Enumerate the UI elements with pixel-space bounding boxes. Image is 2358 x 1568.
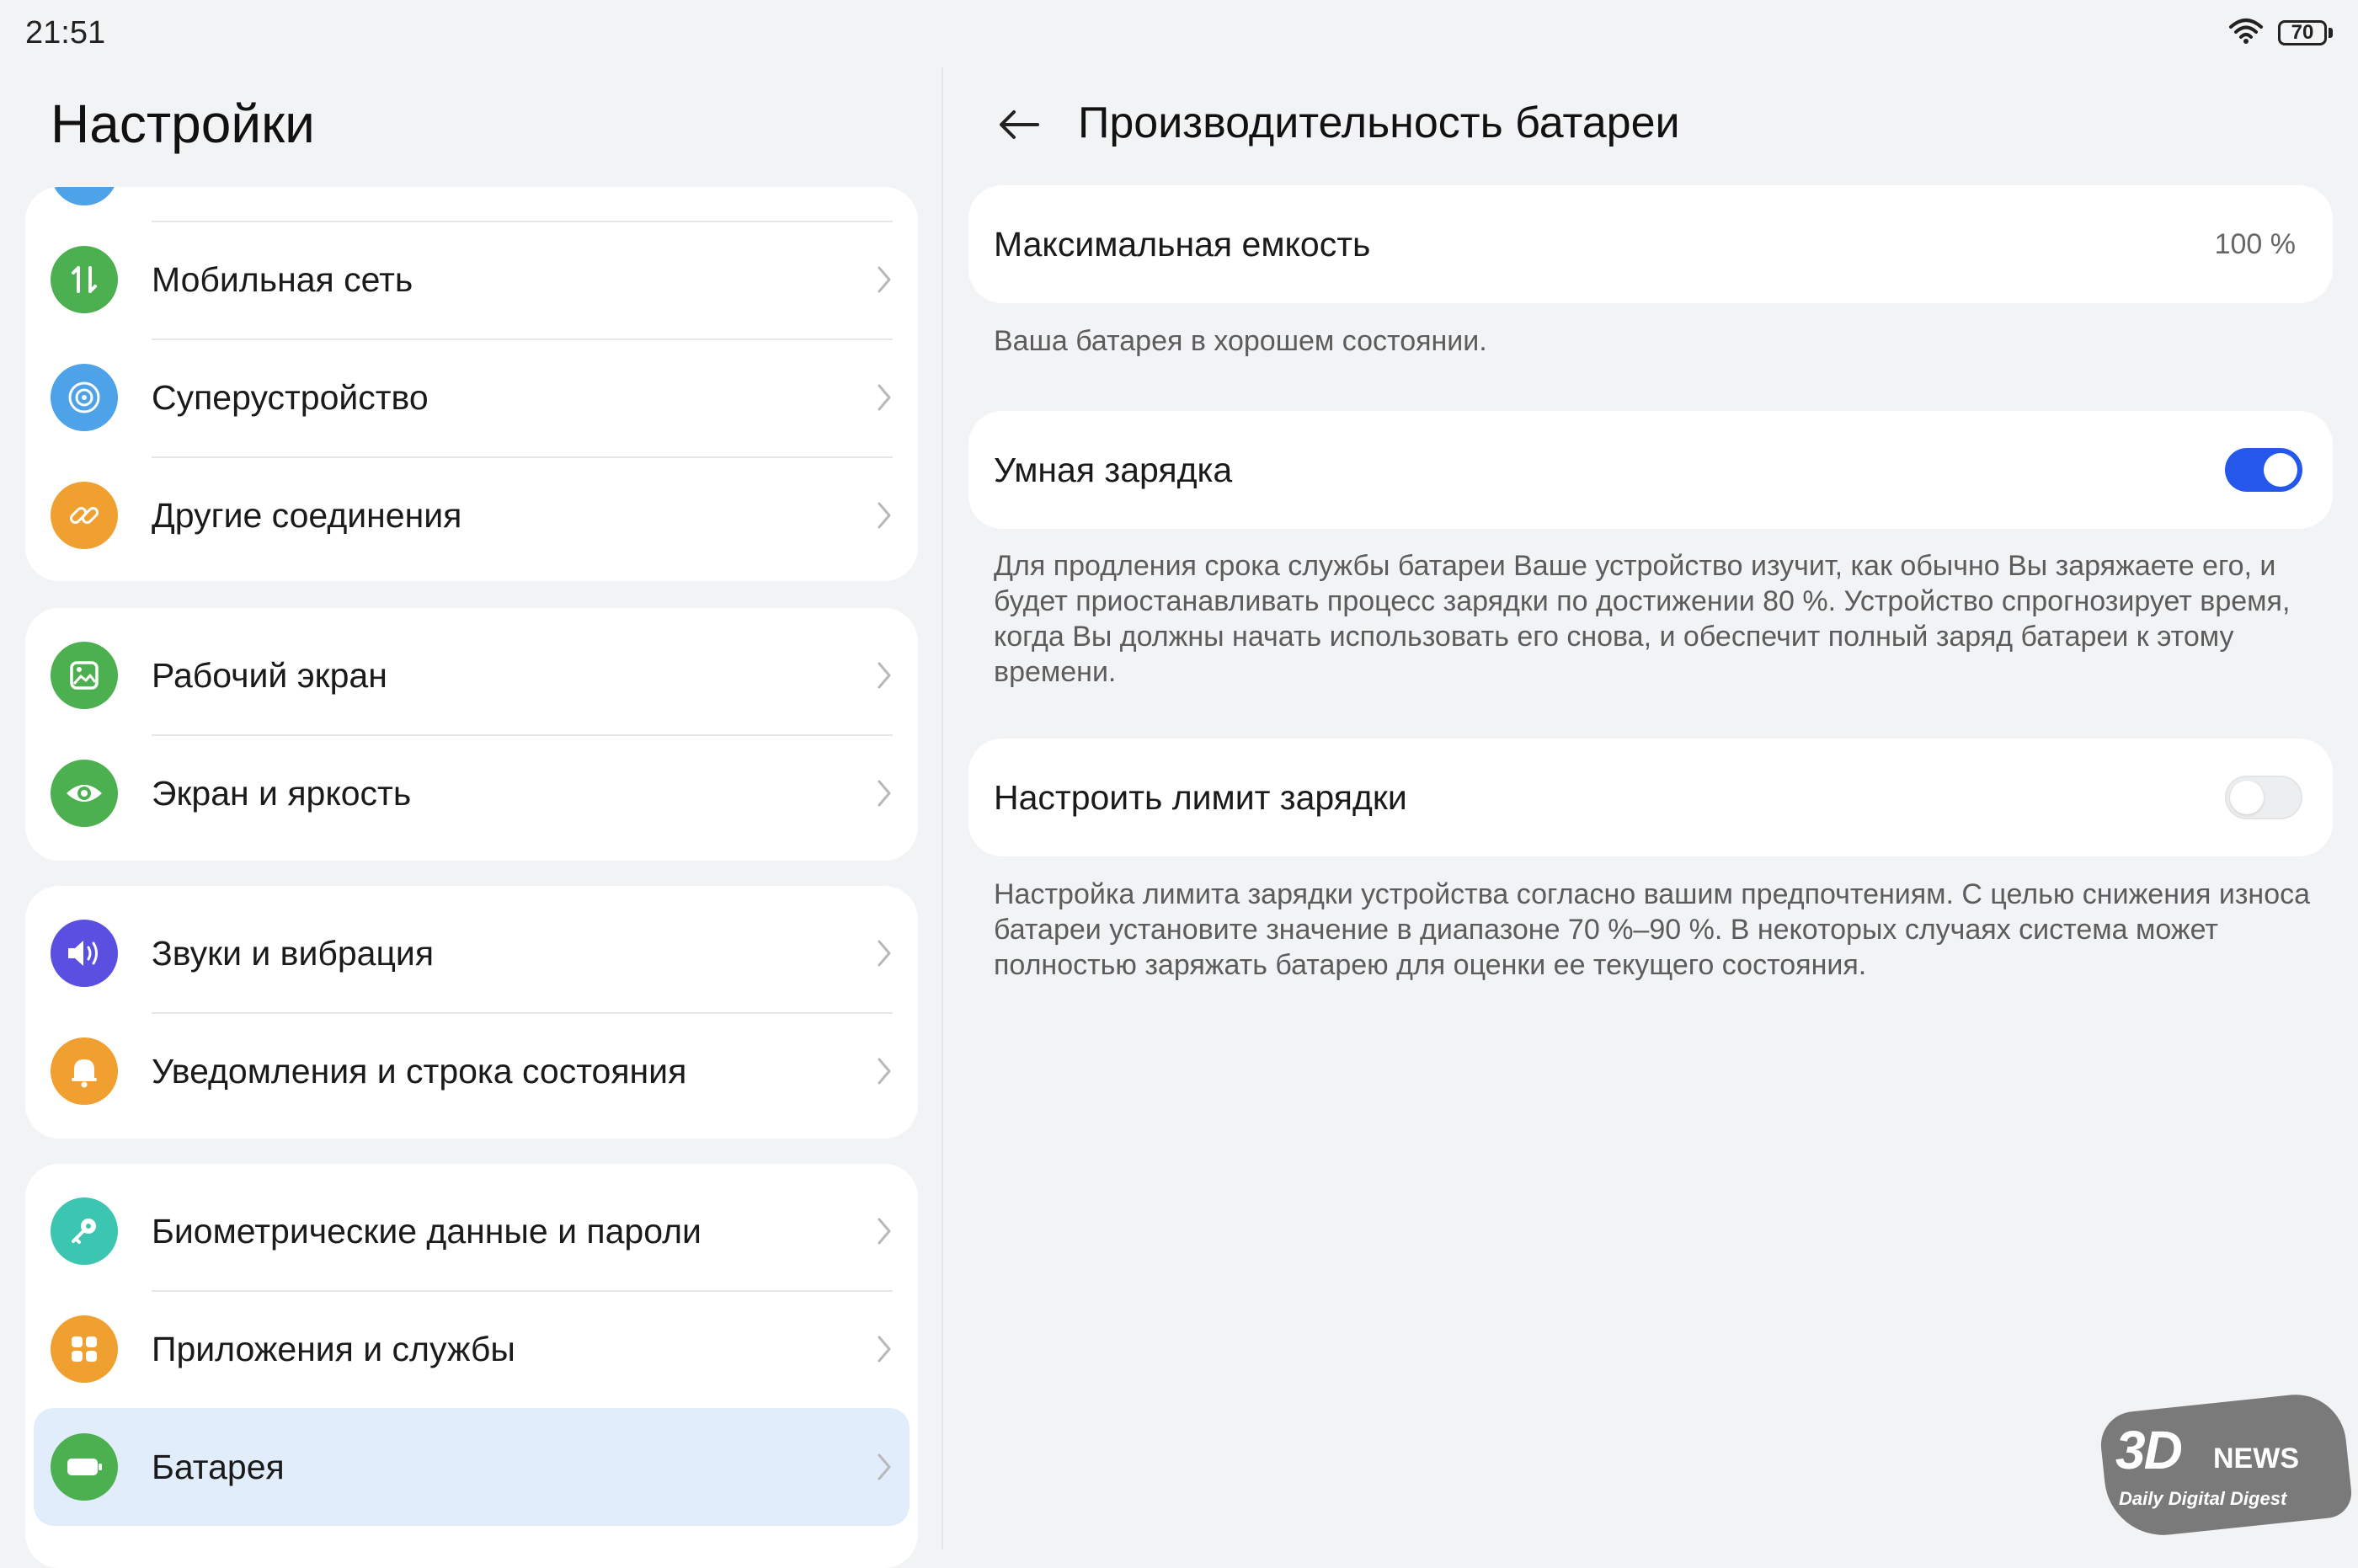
settings-item-label: Звуки и вибрация	[152, 934, 435, 973]
page-title: Настройки	[51, 93, 315, 154]
settings-item-home-screen[interactable]	[25, 616, 918, 734]
settings-item-label: Другие соединения	[152, 496, 462, 535]
wallpaper-icon	[51, 642, 118, 709]
chevron-right-icon	[876, 936, 893, 974]
battery-icon	[51, 1433, 118, 1501]
max-capacity-label: Максимальная емкость	[994, 225, 1371, 264]
chevron-right-icon	[876, 1214, 893, 1252]
settings-item-notifications[interactable]	[25, 1012, 918, 1130]
chevron-right-icon	[876, 1054, 893, 1092]
chevron-right-icon	[876, 499, 893, 536]
super-device-icon	[51, 364, 118, 431]
settings-group-connections	[25, 187, 918, 581]
chevron-right-icon	[876, 1450, 893, 1488]
chevron-right-icon	[876, 659, 893, 696]
smart-charge-description: Для продления срока службы батареи Ваше устройство изучит, как обычно Вы заряжаете его, и будет приостанавливать процесс зарядки по достижении 80 %. Устройство спрогнозирует время, когда Вы должны начать использовать его снова, и обеспечит полный заряд батареи к этому времени.	[994, 550, 2291, 688]
settings-item-label: Суперустройство	[152, 378, 429, 417]
settings-item-apps[interactable]	[25, 1290, 918, 1408]
status-time: 21:51	[25, 15, 106, 51]
charge-limit-row[interactable]	[968, 739, 2333, 856]
settings-group-display	[25, 608, 918, 861]
battery-level: 70	[2278, 20, 2327, 45]
charge-limit-label: Настроить лимит зарядки	[994, 778, 1407, 817]
watermark-subtitle: Daily Digital Digest	[2119, 1488, 2287, 1509]
max-capacity-card	[968, 185, 2333, 303]
settings-group-security	[25, 1164, 918, 1568]
panel-title: Производительность батареи	[1078, 99, 1680, 147]
chevron-right-icon	[876, 776, 893, 814]
settings-item-biometrics[interactable]	[25, 1172, 918, 1290]
settings-item-other-connections[interactable]	[25, 456, 918, 574]
key-icon	[51, 1197, 118, 1265]
battery-performance-panel	[943, 0, 2358, 1549]
3dnews-watermark-logo	[2097, 1394, 2350, 1537]
max-capacity-description: Ваша батарея в хорошем состоянии.	[994, 325, 1487, 357]
settings-item-label: Приложения и службы	[152, 1330, 515, 1368]
chevron-right-icon	[876, 1332, 893, 1370]
back-arrow-icon[interactable]	[994, 99, 1044, 154]
settings-item-label: Биометрические данные и пароли	[152, 1212, 702, 1251]
settings-item-super-device[interactable]	[25, 339, 918, 456]
bell-icon	[51, 1037, 118, 1105]
settings-list-panel	[0, 0, 942, 1549]
toggle-knob	[2230, 781, 2264, 814]
smart-charge-label: Умная зарядка	[994, 451, 1233, 489]
charge-limit-description: Настройка лимита зарядки устройства согласно вашим предпочтениям. С целью снижения износа батареи установите значение в диапазоне 70 %–90 %. В некоторых случаях система может полностью заряжать батарею для оценки ее текущего состояния.	[994, 878, 2311, 981]
watermark-news: NEWS	[2213, 1443, 2299, 1475]
speaker-icon	[51, 920, 118, 987]
settings-item-label: Батарея	[152, 1448, 285, 1486]
partial-hidden-icon	[51, 187, 118, 205]
settings-item-battery[interactable]	[34, 1408, 910, 1526]
smart-charge-toggle[interactable]	[2225, 448, 2302, 492]
charge-limit-toggle[interactable]	[2225, 776, 2302, 819]
eye-icon	[51, 760, 118, 827]
settings-item-sounds[interactable]	[25, 894, 918, 1012]
settings-item-label: Мобильная сеть	[152, 260, 413, 299]
settings-item-label: Экран и яркость	[152, 774, 412, 813]
smart-charge-row[interactable]	[968, 411, 2333, 529]
max-capacity-value: 100 %	[2214, 228, 2296, 260]
settings-item-display-brightness[interactable]	[25, 734, 918, 852]
settings-item-label: Рабочий экран	[152, 656, 387, 695]
settings-group-sound	[25, 886, 918, 1139]
toggle-knob	[2264, 453, 2297, 487]
settings-item-label: Уведомления и строка состояния	[152, 1052, 687, 1091]
apps-icon	[51, 1315, 118, 1383]
settings-item-mobile-network[interactable]	[25, 221, 918, 339]
chevron-right-icon	[876, 381, 893, 419]
mobile-data-icon	[51, 246, 118, 313]
chevron-right-icon	[876, 263, 893, 301]
link-icon	[51, 482, 118, 549]
watermark-brand: 3D	[2115, 1420, 2181, 1480]
